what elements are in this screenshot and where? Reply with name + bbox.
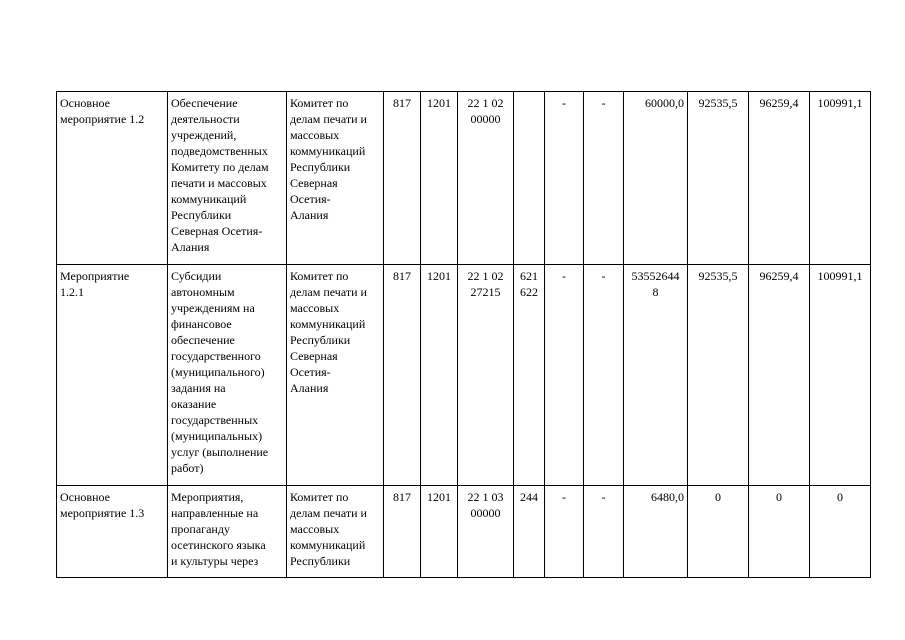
row-name-cell bbox=[57, 486, 168, 578]
csr-cell bbox=[458, 92, 514, 265]
grbs-code: 817 bbox=[393, 269, 411, 283]
row-description-cell bbox=[168, 92, 287, 265]
table-row bbox=[57, 486, 871, 578]
vr-cell bbox=[514, 265, 545, 486]
dash-cell-2 bbox=[584, 486, 624, 578]
vr-code: 244 bbox=[520, 490, 538, 504]
row-executor: Комитет по делам печати и массовых коммуникаций Республики Северная Осетия- Алания bbox=[290, 96, 367, 222]
csr-code: 22 1 02 00000 bbox=[467, 96, 504, 126]
amount-cell-2 bbox=[688, 486, 749, 578]
table-row bbox=[57, 92, 871, 265]
amount-3: 96259,4 bbox=[759, 96, 799, 110]
row-executor-cell bbox=[287, 486, 384, 578]
amount-cell-2 bbox=[688, 92, 749, 265]
amount-cell-2 bbox=[688, 265, 749, 486]
grbs-code: 817 bbox=[393, 490, 411, 504]
rzpr-cell bbox=[421, 486, 458, 578]
rzpr-cell bbox=[421, 92, 458, 265]
amount-4: 0 bbox=[837, 490, 843, 504]
amount-cell-3 bbox=[749, 265, 810, 486]
dash-value-1: - bbox=[562, 96, 566, 110]
amount-4: 100991,1 bbox=[817, 96, 863, 110]
rzpr-code: 1201 bbox=[427, 269, 451, 283]
dash-value-2: - bbox=[601, 96, 606, 110]
grbs-cell bbox=[384, 92, 421, 265]
amount-cell-1 bbox=[624, 486, 688, 578]
rzpr-cell bbox=[421, 265, 458, 486]
row-name: Основное мероприятие 1.2 bbox=[60, 96, 145, 126]
amount-1: 6480,0 bbox=[651, 490, 684, 504]
amount-cell-1 bbox=[624, 265, 688, 486]
amount-3: 0 bbox=[776, 490, 782, 504]
dash-cell-1 bbox=[545, 92, 584, 265]
amount-cell-3 bbox=[749, 92, 810, 265]
amount-cell-1 bbox=[624, 92, 688, 265]
rzpr-code: 1201 bbox=[427, 490, 451, 504]
row-name-cell bbox=[57, 265, 168, 486]
row-description: Мероприятия, направленные на пропаганду осетинского языка и культуры через bbox=[171, 490, 266, 568]
amount-cell-4 bbox=[810, 92, 871, 265]
csr-cell bbox=[458, 486, 514, 578]
table-row bbox=[57, 265, 871, 486]
dash-value-1: - bbox=[562, 269, 566, 283]
vr-cell bbox=[514, 92, 545, 265]
vr-code: 621 622 bbox=[520, 269, 538, 299]
dash-value-1: - bbox=[562, 490, 566, 504]
row-description: Субсидии автономным учреждениям на финансовое обеспечение государственного (муниципального) задания на оказание государственных (муниципальных) услуг (выполнение работ) bbox=[171, 269, 269, 475]
amount-2: 0 bbox=[715, 490, 721, 504]
amount-1: 60000,0 bbox=[645, 96, 684, 110]
amount-1: 53552644 8 bbox=[631, 269, 680, 299]
row-name: Основное мероприятие 1.3 bbox=[60, 490, 145, 520]
grbs-cell bbox=[384, 265, 421, 486]
dash-cell-2 bbox=[584, 92, 624, 265]
budget-table bbox=[56, 91, 871, 578]
row-executor: Комитет по делам печати и массовых коммуникаций Республики Северная Осетия- Алания bbox=[290, 269, 367, 395]
amount-cell-4 bbox=[810, 486, 871, 578]
row-description: Обеспечение деятельности учреждений, подведомственных Комитету по делам печати и массовых коммуникаций Республики Северная Осетия- Алания bbox=[171, 96, 269, 254]
dash-cell-2 bbox=[584, 265, 624, 486]
grbs-cell bbox=[384, 486, 421, 578]
rzpr-code: 1201 bbox=[427, 96, 451, 110]
amount-4: 100991,1 bbox=[817, 269, 863, 283]
amount-2: 92535,5 bbox=[698, 96, 738, 110]
amount-3: 96259,4 bbox=[759, 269, 799, 283]
csr-code: 22 1 02 27215 bbox=[467, 269, 504, 299]
row-name-cell bbox=[57, 92, 168, 265]
amount-cell-4 bbox=[810, 265, 871, 486]
amount-cell-3 bbox=[749, 486, 810, 578]
dash-cell-1 bbox=[545, 486, 584, 578]
row-executor: Комитет по делам печати и массовых коммуникаций Республики bbox=[290, 490, 367, 568]
dash-value-2: - bbox=[601, 269, 606, 283]
row-description-cell bbox=[168, 486, 287, 578]
row-executor-cell bbox=[287, 265, 384, 486]
dash-value-2: - bbox=[601, 490, 606, 504]
csr-code: 22 1 03 00000 bbox=[467, 490, 504, 520]
row-executor-cell bbox=[287, 92, 384, 265]
row-description-cell bbox=[168, 265, 287, 486]
grbs-code: 817 bbox=[393, 96, 411, 110]
csr-cell bbox=[458, 265, 514, 486]
amount-2: 92535,5 bbox=[698, 269, 738, 283]
dash-cell-1 bbox=[545, 265, 584, 486]
row-name: Мероприятие 1.2.1 bbox=[60, 269, 130, 299]
vr-cell bbox=[514, 486, 545, 578]
